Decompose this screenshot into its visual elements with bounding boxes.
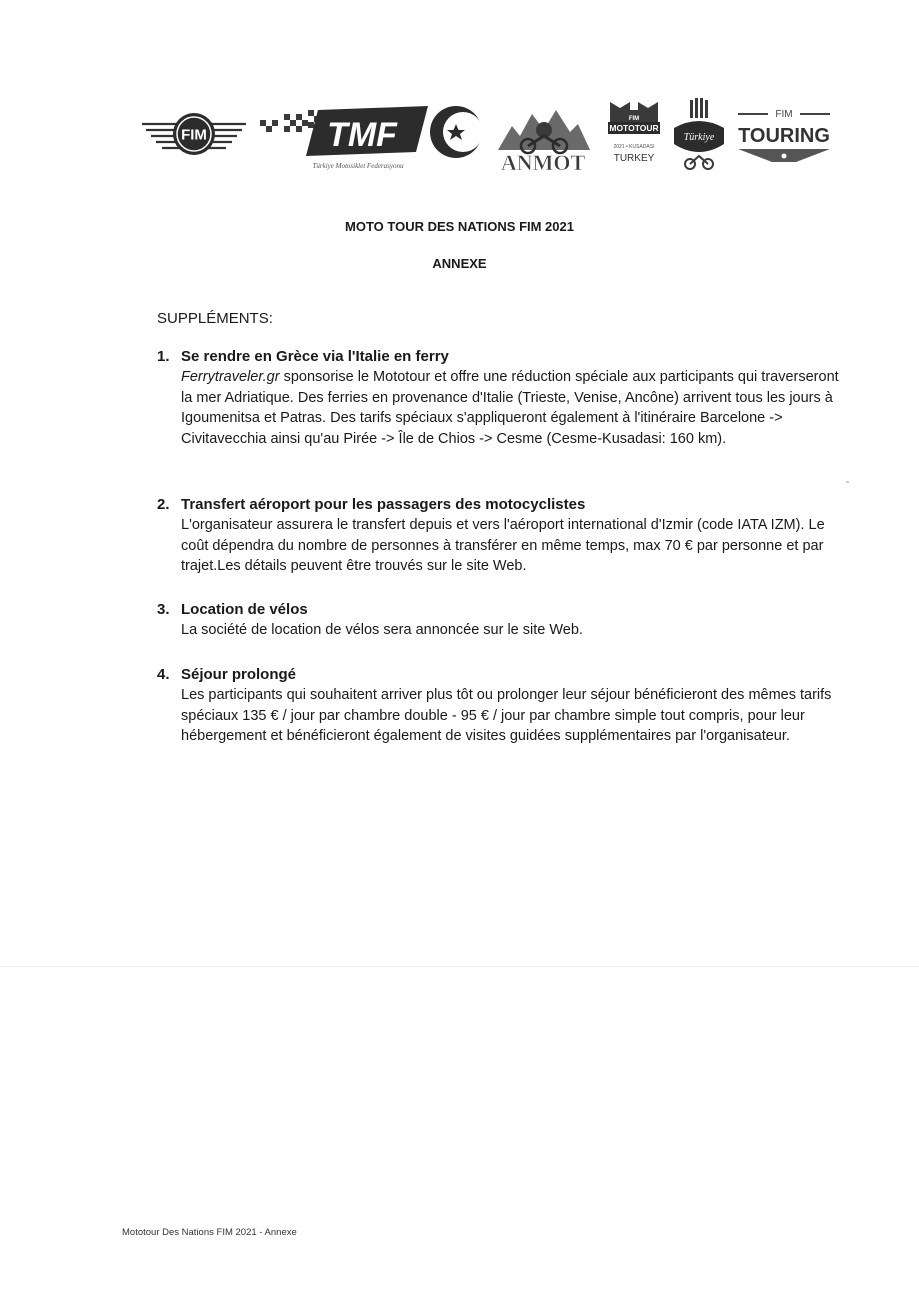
section-title: Se rendre en Grèce via l'Italie en ferry — [181, 348, 449, 365]
svg-text:TURKEY: TURKEY — [613, 153, 655, 164]
section-number: 3. — [157, 601, 170, 618]
svg-text:2021 • KUSADASI: 2021 • KUSADASI — [613, 144, 655, 150]
svg-text:FIM: FIM — [775, 109, 793, 120]
svg-text:FIM: FIM — [628, 116, 640, 122]
svg-text:TMF: TMF — [327, 116, 397, 154]
section-extended-stay — [157, 665, 847, 747]
ferry-sponsor-name: Ferrytraveler.gr — [181, 369, 280, 385]
section-body — [181, 367, 847, 449]
logo-strip — [140, 96, 840, 176]
anmot-logo — [492, 96, 594, 176]
svg-text:Türkiye: Türkiye — [683, 132, 715, 143]
section-title: Transfert aéroport pour les passagers des motocyclistes — [181, 496, 586, 513]
fim-logo — [140, 104, 248, 160]
mototour-logo — [606, 98, 662, 176]
section-number: 4. — [157, 666, 170, 683]
svg-text:ANMOT: ANMOT — [500, 150, 586, 175]
section-heading — [157, 665, 847, 685]
section-body-text: sponsorise le Mototour et offre une réduction spéciale aux participants qui traverseront la mer Adriatique. Des ferries en provenance d'Italie (Trieste, Venise, Ancône) arrivent tous les jours à Igoumenitsa et Patras. Des tarifs spéciaux s'appliqueront également à l'itinéraire Barcelone -> Civitavecchia ainsi qu'au Pirée -> Île de Chios -> Cesme (Cesme-Kusadasi: 160 km). — [181, 369, 839, 447]
section-heading — [157, 347, 847, 367]
turkiye-badge-logo — [670, 96, 728, 176]
page-footer: Mototour Des Nations FIM 2021 - Annexe — [122, 1227, 297, 1238]
section-bike-rental — [157, 600, 847, 641]
document-title: MOTO TOUR DES NATIONS FIM 2021 — [345, 219, 574, 234]
svg-text:MOTOTOUR: MOTOTOUR — [609, 123, 659, 133]
document-subtitle: ANNEXE — [432, 256, 487, 271]
section-title: Location de vélos — [181, 601, 308, 618]
supplements-heading: SUPPLÉMENTS: — [157, 310, 273, 327]
scan-speck — [846, 481, 849, 483]
svg-text:Türkiye Motosiklet Federasyonu: Türkiye Motosiklet Federasyonu — [312, 162, 404, 170]
section-heading — [157, 600, 847, 620]
section-number: 2. — [157, 496, 170, 513]
svg-text:TOURING: TOURING — [738, 125, 830, 147]
fim-touring-logo — [736, 104, 832, 166]
scan-fold-line — [0, 966, 919, 967]
section-heading — [157, 495, 847, 515]
section-title: Séjour prolongé — [181, 666, 297, 683]
section-body-text: Les participants qui souhaitent arriver plus tôt ou prolonger leur séjour bénéficieront des mêmes tarifs spéciaux 135 € / jour par chambre double - 95 € / jour par chambre simple tout compris, pour leur hébergement et bénéficieront également de visites guidées supplémentaires par l'organisateur. — [181, 687, 832, 744]
section-airport-transfer — [157, 495, 847, 577]
section-ferry — [157, 347, 847, 449]
tmf-logo — [258, 102, 490, 174]
section-body-text: L'organisateur assurera le transfert depuis et vers l'aéroport international d'Izmir (code IATA IZM). Le coût dépendra du nombre de personnes à transférer en même temps, max 70 € par personne et par trajet.Les détails peuvent être trouvés sur le site Web. — [181, 517, 825, 574]
svg-text:FIM: FIM — [181, 126, 207, 144]
section-number: 1. — [157, 348, 170, 365]
section-body-text: La société de location de vélos sera annoncée sur le site Web. — [181, 622, 583, 638]
